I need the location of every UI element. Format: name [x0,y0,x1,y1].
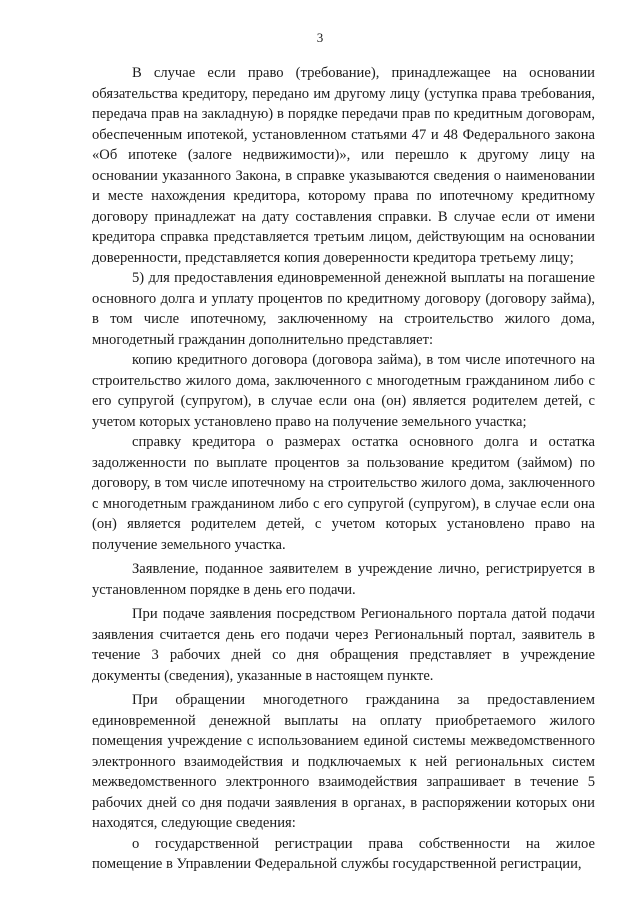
paragraph-loan-contract-copy: копию кредитного договора (договора займа), в том числе ипотечного на строительство жилого дома, заключенного с многодетным гражданином либо с его супругой (супругом), в случае если она (он) является родителем детей, с учетом которых установлено право на получение земельного участка; [92,352,595,430]
paragraph-regional-portal: При подаче заявления посредством Регионального портала датой подачи заявления считается день его подачи через Региональный портал, заявитель в течение 3 рабочих дней со дня обращения представляет в учреждение документы (сведения), указанные в настоящем пункте. [92,606,595,684]
paragraph-mortgage-assignment: В случае если право (требование), принадлежащее на основании обязательства кредитору, передано им другому лицу (уступка права требования, передача прав на закладную) в порядке передачи прав по кредитным договорам, обеспеченным ипотекой, установленном статьями 47 и 48 Федерального закона «Об ипотеке (залоге недвижимости)», или перешло к другому лицу на основании указанного Закона, в справке указываются сведения о наименовании и месте нахождения кредитора, которому права по ипотечному кредитному договору принадлежат на дату составления справки. В случае если от имени кредитора справка представляется третьим лицом, действующим на основании доверенности, представляется копия доверенности кредитора третьему лицу; [92,65,595,266]
paragraph-creditor-statement: справку кредитора о размерах остатка основного долга и остатка задолженности по выплате процентов за пользование кредитом (займом) по договору, в том числе ипотечному на строительство жилого дома, заключенного с многодетным гражданином либо с его супругой (супругом), в случае если она (он) является родителем детей, с учетом которых установлено право на получение земельного участка. [92,434,595,553]
document-body [92,63,595,875]
paragraph-item-5: 5) для предоставления единовременной денежной выплаты на погашение основного долга и уплату процентов по кредитному договору (договору займа), в том числе ипотечному, заключенному на строительство жилого дома, многодетный гражданин дополнительно представляет: [92,270,595,348]
page-number: 3 [316,30,324,45]
paragraph-ownership-registration: о государственной регистрации права собственности на жилое помещение в Управлении Федеральной службы государственной регистрации, [92,835,595,872]
paragraph-interagency-request: При обращении многодетного гражданина за предоставлением единовременной денежной выплаты на оплату приобретаемого жилого помещения учреждение с использованием единой системы межведомственного электронного взаимодействия и подключаемых к ней региональных систем межведомственного электронного взаимодействия запрашивает в течение 5 рабочих дней со дня подачи заявления в органах, в распоряжении которых они находятся, следующие сведения: [92,692,595,831]
paragraph-application-registration: Заявление, поданное заявителем в учреждение лично, регистрируется в установленном порядке в день его подачи. [92,561,595,598]
